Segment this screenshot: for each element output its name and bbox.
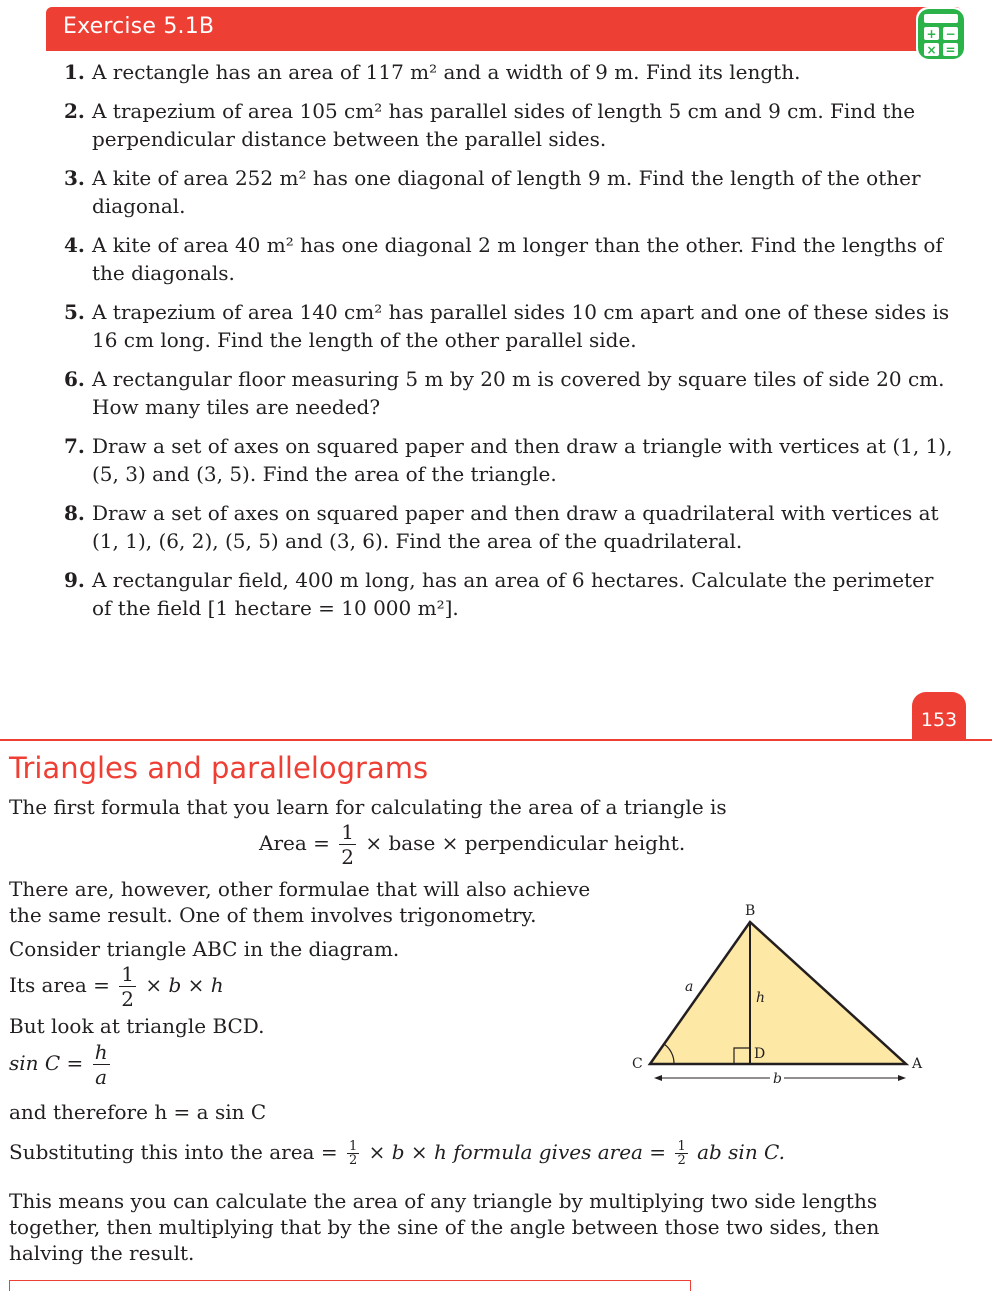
other-formulae-line-2: the same result. One of them involves trigonometry. [9,903,537,927]
half-fraction [339,820,356,869]
question-text: A trapezium of area 140 cm² has parallel sides 10 cm apart and one of these sides is 16 cm long. Find the length of the other parallel side. [92,300,950,352]
question-text: A rectangle has an area of 117 m² and a width of 9 m. Find its length. [92,60,801,84]
its-area-line [9,962,224,1011]
svg-text:−: − [945,27,956,41]
svg-text:+: + [926,27,937,41]
question-text: Draw a set of axes on squared paper and then draw a quadrilateral with vertices at (1, 1), (6, 2), (5, 5) and (3, 6). Find the area of the quadrilateral. [92,501,939,553]
vertex-a-label: A [912,1056,923,1072]
question-text: A trapezium of area 105 cm² has parallel sides of length 5 cm and 9 cm. Find the perpendicular distance between the parallel sides. [92,99,916,151]
question-number: 7. [64,434,85,458]
triangle-diagram [628,898,928,1093]
svg-text:×: × [926,43,937,57]
question-number: 2. [64,99,85,123]
question-number: 8. [64,501,85,525]
question-number: 1. [64,60,85,84]
arrow-head-left [654,1075,662,1081]
but-look-line: But look at triangle BCD. [9,1014,265,1038]
question-item [64,231,954,287]
fraction-denominator: 2 [121,987,135,1011]
arrow-head-right [898,1075,906,1081]
next-box-edge [9,1280,691,1291]
question-number: 3. [64,166,85,190]
vertex-c-label: C [632,1056,643,1072]
question-number: 5. [64,300,85,324]
question-number: 6. [64,367,85,391]
side-a-label: a [685,979,694,995]
its-area-rhs: × b × h [145,973,224,997]
question-item [64,97,954,153]
substitution-part-b: × b × h formula gives area = [368,1140,667,1164]
vertex-b-label: B [745,903,756,919]
h-over-a-fraction [93,1040,110,1089]
question-item [64,58,954,86]
question-text: A rectangular field, 400 m long, has an area of 6 hectares. Calculate the perimeter of the field [1 hectare = 10 000 m²]. [92,568,934,620]
question-text: Draw a set of axes on squared paper and then draw a triangle with vertices at (1, 1), (5, 3) and (3, 5). Find the area of the triangle. [92,434,953,486]
fraction-numerator: 1 [348,1139,358,1154]
fraction-numerator: 1 [121,962,135,986]
question-number: 9. [64,568,85,592]
half-fraction [675,1140,687,1167]
formula-lhs: Area = [259,831,330,855]
question-text: A kite of area 40 m² has one diagonal 2 m longer than the other. Find the lengths of the diagonals. [92,233,943,285]
page-number: 153 [912,692,966,740]
its-area-label: Its area = [9,973,110,997]
question-item [64,164,954,220]
fraction-numerator: 1 [677,1139,686,1154]
fraction-denominator: 2 [341,845,354,869]
exercise-title: Exercise 5.1B [63,14,215,39]
intro-paragraph: The first formula that you learn for calculating the area of a triangle is [9,795,727,819]
half-fraction [347,1140,359,1167]
other-formulae-line-1: There are, however, other formulae that will also achieve [9,877,591,901]
question-item [64,566,954,622]
base-b-label: b [773,1071,782,1087]
substitution-part-c: ab sin C. [697,1140,786,1164]
formula-rhs: × base × perpendicular height. [365,831,686,855]
section-divider [0,739,992,741]
question-item [64,298,954,354]
question-number: 4. [64,233,85,257]
therefore-line: and therefore h = a sin C [9,1100,267,1124]
consider-paragraph: Consider triangle ABC in the diagram. [9,937,400,961]
substitution-line [9,1139,785,1167]
height-h-label: h [756,990,766,1006]
exercise-question-list [64,58,954,633]
sine-line [9,1040,113,1089]
question-item [64,499,954,555]
point-d-label: D [754,1046,766,1062]
svg-text:=: = [945,43,956,57]
fraction-denominator: a [95,1065,108,1089]
half-fraction [119,962,136,1011]
area-formula [259,820,685,869]
question-item [64,432,954,488]
fraction-denominator: 2 [348,1153,358,1168]
question-item [64,365,954,421]
fraction-denominator: 2 [677,1153,686,1168]
section-title: Triangles and parallelograms [9,751,429,785]
substitution-part-a: Substituting this into the area = [9,1140,338,1164]
question-text: A kite of area 252 m² has one diagonal of length 9 m. Find the length of the other diagonal. [92,166,921,218]
fraction-numerator: 1 [341,820,354,844]
calculator-icon [913,4,969,64]
conclusion-paragraph: This means you can calculate the area of any triangle by multiplying two side lengths together, then multiplying that by the sine of the angle between those two sides, then halving the result. [9,1189,880,1265]
sine-lhs: sin C = [9,1051,84,1075]
question-text: A rectangular floor measuring 5 m by 20 m is covered by square tiles of side 20 cm. How many tiles are needed? [92,367,945,419]
fraction-numerator: h [94,1040,108,1064]
